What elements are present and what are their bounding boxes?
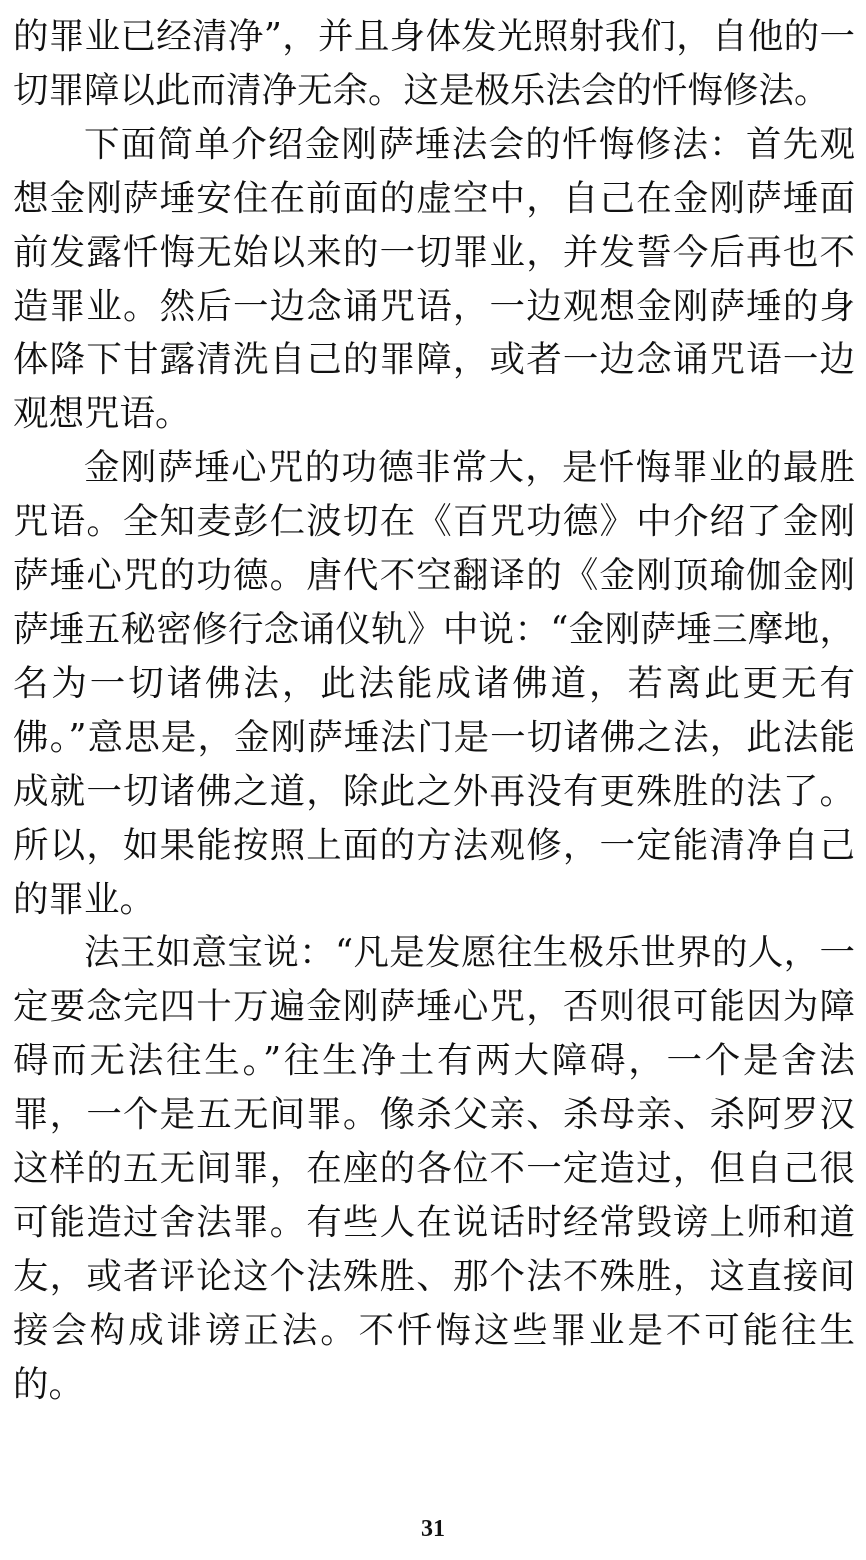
paragraph-rebirth-obstacles: 法王如意宝说：“凡是发愿往生极乐世界的人，一定要念完四十万遍金刚萨埵心咒，否则很可能因为障碍而无法往生。”往生净土有两大障碍，一个是舍法罪，一个是五无间罪。像杀父亲、杀母亲、杀阿罗汉这样的五无间罪，在座的各位不一定造过，但自己很可能造过舍法罪。有些人在说话时经常毁谤上师和道友，或者评论这个法殊胜、那个法不殊胜，这直接间接会构成诽谤正法。不忏悔这些罪业是不可能往生的。 — [13, 932, 855, 1405]
paragraph-continued: 的罪业已经清净”，并且身体发光照射我们，自他的一切罪障以此而清净无余。这是极乐法会的忏悔修法。 — [13, 16, 855, 111]
page-number: 31 — [421, 1516, 445, 1542]
paragraph-vajrasattva-practice: 下面简单介绍金刚萨埵法会的忏悔修法：首先观想金刚萨埵安住在前面的虚空中，自己在金刚萨埵面前发露忏悔无始以来的一切罪业，并发誓今后再也不造罪业。然后一边念诵咒语，一边观想金刚萨埵的身体降下甘露清洗自己的罪障，或者一边念诵咒语一边观想咒语。 — [13, 123, 855, 435]
body-text — [13, 10, 855, 1412]
paragraph-mantra-merit: 金刚萨埵心咒的功德非常大，是忏悔罪业的最胜咒语。全知麦彭仁波切在《百咒功德》中介绍了金刚萨埵心咒的功德。唐代不空翻译的《金刚顶瑜伽金刚萨埵五秘密修行念诵仪轨》中说：“金刚萨埵三摩地，名为一切诸佛法，此法能成诸佛道，若离此更无有佛。”意思是，金刚萨埵法门是一切诸佛之法，此法能成就一切诸佛之道，除此之外再没有更殊胜的法了。所以，如果能按照上面的方法观修，一定能清净自己的罪业。 — [13, 447, 855, 920]
